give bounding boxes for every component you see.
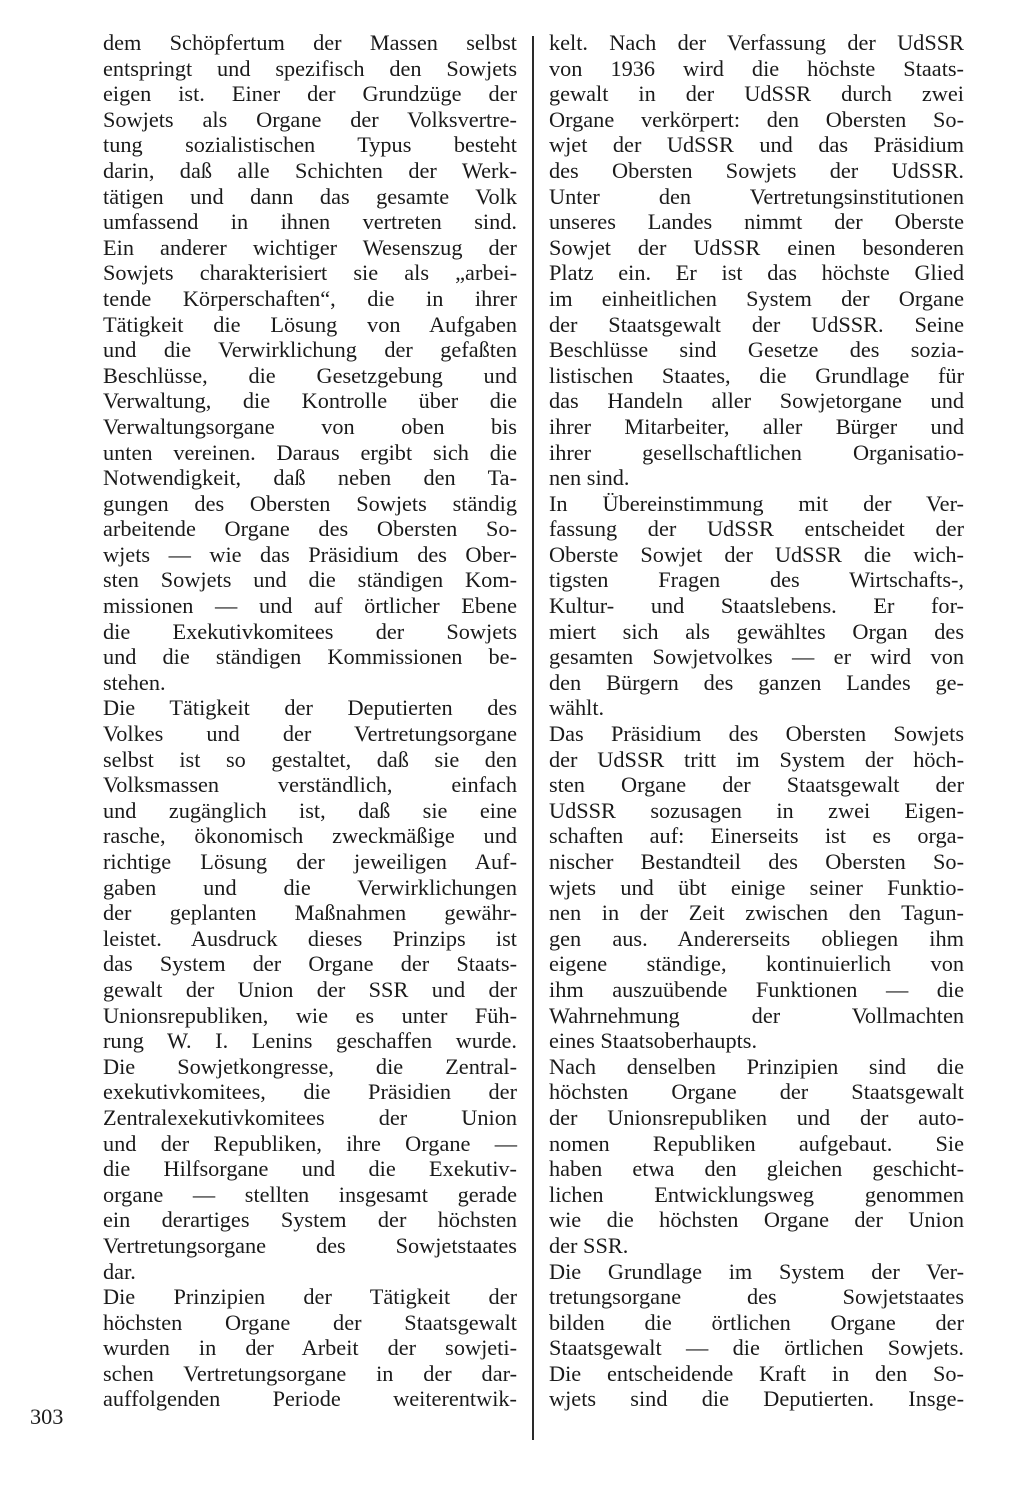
left-column-line: dem Schöpfertum der Massen selbst <box>103 30 517 55</box>
left-column-line: richtige Lösung der jeweiligen Auf- <box>103 849 517 874</box>
right-column-line: tretungsorgane des Sowjetstaates <box>549 1284 964 1310</box>
right-column-line: gen aus. Andererseits obliegen ihm <box>549 925 964 951</box>
left-column-line: die Exekutivkomitees der Sowjets <box>103 618 517 644</box>
left-column-line: organe — stellten insgesamt gerade <box>103 1181 517 1207</box>
right-column-line: schaften auf: Einerseits ist es orga- <box>549 823 964 849</box>
left-column-line: Sowjets als Organe der Volksvertre- <box>103 106 517 132</box>
left-column-line: Notwendigkeit, daß neben den Ta- <box>103 465 517 491</box>
right-column-line: nen sind. <box>549 465 630 491</box>
right-column-line: Sowjet der UdSSR einen besonderen <box>549 234 964 260</box>
right-column-line: In Übereinstimmung mit der Ver- <box>549 490 964 516</box>
left-column-line: und zugänglich ist, daß sie eine <box>103 797 517 823</box>
right-column-line: Beschlüsse sind Gesetze des sozia- <box>549 337 964 363</box>
right-column-line: fassung der UdSSR entscheidet der <box>549 516 964 542</box>
right-column-line: der SSR. <box>549 1232 629 1258</box>
left-column-line: Tätigkeit die Lösung von Aufgaben <box>103 311 517 337</box>
column-divider <box>532 36 534 1440</box>
left-column-line: rasche, ökonomisch zweckmäßige und <box>103 823 517 849</box>
left-column-line: Die Sowjetkongresse, die Zentral- <box>103 1053 517 1079</box>
left-column-line: gungen des Obersten Sowjets ständig <box>103 490 517 516</box>
right-column-line: gewalt in der UdSSR durch zwei <box>549 81 964 107</box>
left-column-line: wjets — wie das Präsidium des Ober- <box>103 541 517 567</box>
right-column-line: Platz ein. Er ist das höchste Glied <box>549 260 964 286</box>
left-column-line: höchsten Organe der Staatsgewalt <box>103 1309 517 1335</box>
right-column-line: wjets sind die Deputierten. Insge- <box>549 1386 964 1412</box>
right-column-line: wie die höchsten Organe der Union <box>549 1207 964 1233</box>
right-column-line: lichen Entwicklungsweg genommen <box>549 1181 964 1207</box>
left-column-line: Sowjets charakterisiert sie als „arbei- <box>103 260 517 286</box>
right-column-line: im einheitlichen System der Organe <box>549 285 964 311</box>
left-column-line: exekutivkomitees, die Präsidien der <box>103 1079 517 1105</box>
left-column-line: unten vereinen. Daraus ergibt sich die <box>103 439 517 465</box>
right-column-line: ihm auszuübende Funktionen — die <box>549 976 964 1002</box>
right-column-line: der Unionsrepubliken und der auto- <box>549 1104 964 1130</box>
right-column-line: nen in der Zeit zwischen den Tagun- <box>549 900 964 926</box>
right-column-line: des Obersten Sowjets der UdSSR. <box>549 157 964 183</box>
left-column-line: die Hilfsorgane und die Exekutiv- <box>103 1156 517 1182</box>
left-column-line: stehen. <box>103 669 166 695</box>
left-column-line: und der Republiken, ihre Organe — <box>103 1130 517 1156</box>
right-column-line: kelt. Nach der Verfassung der UdSSR <box>549 30 964 55</box>
left-column-line: Verwaltungsorgane von oben bis <box>103 413 517 439</box>
right-column-line: listischen Staates, die Grundlage für <box>549 362 964 388</box>
left-column-line: leistet. Ausdruck dieses Prinzips ist <box>103 925 517 951</box>
right-column-line: nomen Republiken aufgebaut. Sie <box>549 1130 964 1156</box>
left-column-line: schen Vertretungsorgane in der dar- <box>103 1360 517 1386</box>
right-column-line: den Bürgern des ganzen Landes ge- <box>549 669 964 695</box>
right-column-line: tigsten Fragen des Wirtschafts-, <box>549 567 964 593</box>
right-column-line: Kultur- und Staatslebens. Er for- <box>549 593 964 619</box>
left-column-line: entspringt und spezifisch den Sowjets <box>103 55 517 81</box>
right-column-line: sten Organe der Staatsgewalt der <box>549 772 964 798</box>
left-column-line: sten Sowjets und die ständigen Kom- <box>103 567 517 593</box>
right-column-line: eines Staatsoberhaupts. <box>549 1028 758 1054</box>
left-column-line: und die Verwirklichung der gefaßten <box>103 337 517 363</box>
left-column-line: selbst ist so gestaltet, daß sie den <box>103 746 517 772</box>
left-column-line: Volkes und der Vertretungsorgane <box>103 721 517 747</box>
left-column-line: Zentralexekutivkomitees der Union <box>103 1104 517 1130</box>
left-column-line: rung W. I. Lenins geschaffen wurde. <box>103 1028 517 1054</box>
right-column-line: Die entscheidende Kraft in den So- <box>549 1360 964 1386</box>
right-column-line: UdSSR sozusagen in zwei Eigen- <box>549 797 964 823</box>
left-column-line: Die Prinzipien der Tätigkeit der <box>103 1284 517 1310</box>
right-column-line: von 1936 wird die höchste Staats- <box>549 55 964 81</box>
left-column-line: missionen — und auf örtlicher Ebene <box>103 593 517 619</box>
page-number: 303 <box>30 1404 64 1429</box>
right-column-line: das Handeln aller Sowjetorgane und <box>549 388 964 414</box>
right-column-line: Unter den Vertretungsinstitutionen <box>549 183 964 209</box>
right-column-line: wjet der UdSSR und das Präsidium <box>549 132 964 158</box>
left-column-line: ein derartiges System der höchsten <box>103 1207 517 1233</box>
left-column-line: Verwaltung, die Kontrolle über die <box>103 388 517 414</box>
left-column-line: Ein anderer wichtiger Wesenszug der <box>103 234 517 260</box>
right-column-line: Organe verkörpert: den Obersten So- <box>549 106 964 132</box>
right-column-line: ihrer gesellschaftlichen Organisatio- <box>549 439 964 465</box>
right-column-line: der Staatsgewalt der UdSSR. Seine <box>549 311 964 337</box>
right-column-line: Die Grundlage im System der Ver- <box>549 1258 964 1284</box>
right-column-line: ihrer Mitarbeiter, aller Bürger und <box>549 413 964 439</box>
left-column-line: eigen ist. Einer der Grundzüge der <box>103 81 517 107</box>
left-column-line: gaben und die Verwirklichungen <box>103 874 517 900</box>
right-column-line: Das Präsidium des Obersten Sowjets <box>549 721 964 747</box>
left-column-line: tende Körperschaften“, die in ihrer <box>103 285 517 311</box>
left-column-line: tätigen und dann das gesamte Volk <box>103 183 517 209</box>
right-text-column <box>549 30 964 1412</box>
left-column-line: Vertretungsorgane des Sowjetstaates <box>103 1232 517 1258</box>
right-column-line: Staatsgewalt — die örtlichen Sowjets. <box>549 1335 964 1361</box>
left-column-line: das System der Organe der Staats- <box>103 951 517 977</box>
left-column-line: und die ständigen Kommissionen be- <box>103 644 517 670</box>
left-column-line: gewalt der Union der SSR und der <box>103 976 517 1002</box>
left-column-line: arbeitende Organe des Obersten So- <box>103 516 517 542</box>
left-column-line: dar. <box>103 1258 136 1284</box>
left-column-line: umfassend in ihnen vertreten sind. <box>103 209 517 235</box>
left-column-line: Unionsrepubliken, wie es unter Füh- <box>103 1002 517 1028</box>
left-column-line: tung sozialistischen Typus besteht <box>103 132 517 158</box>
right-column-line: Oberste Sowjet der UdSSR die wich- <box>549 541 964 567</box>
left-column-line: auffolgenden Periode weiterentwik- <box>103 1386 517 1412</box>
right-column-line: nischer Bestandteil des Obersten So- <box>549 849 964 874</box>
right-column-line: bilden die örtlichen Organe der <box>549 1309 964 1335</box>
right-column-line: der UdSSR tritt im System der höch- <box>549 746 964 772</box>
right-column-line: Nach denselben Prinzipien sind die <box>549 1053 964 1079</box>
right-column-line: gesamten Sowjetvolkes — er wird von <box>549 644 964 670</box>
left-text-column <box>103 30 517 1412</box>
right-column-line: unseres Landes nimmt der Oberste <box>549 209 964 235</box>
right-column-line: wjets und übt einige seiner Funktio- <box>549 874 964 900</box>
left-column-line: wurden in der Arbeit der sowjeti- <box>103 1335 517 1361</box>
left-column-line: Die Tätigkeit der Deputierten des <box>103 695 517 721</box>
right-column-line: Wahrnehmung der Vollmachten <box>549 1002 964 1028</box>
right-column-line: eigene ständige, kontinuierlich von <box>549 951 964 977</box>
left-column-line: Volksmassen verständlich, einfach <box>103 772 517 798</box>
left-column-line: darin, daß alle Schichten der Werk- <box>103 157 517 183</box>
right-column-line: höchsten Organe der Staatsgewalt <box>549 1079 964 1105</box>
right-column-line: miert sich als gewähltes Organ des <box>549 618 964 644</box>
right-column-line: haben etwa den gleichen geschicht- <box>549 1156 964 1182</box>
right-column-line: wählt. <box>549 695 605 721</box>
left-column-line: Beschlüsse, die Gesetzgebung und <box>103 362 517 388</box>
left-column-line: der geplanten Maßnahmen gewähr- <box>103 900 517 926</box>
